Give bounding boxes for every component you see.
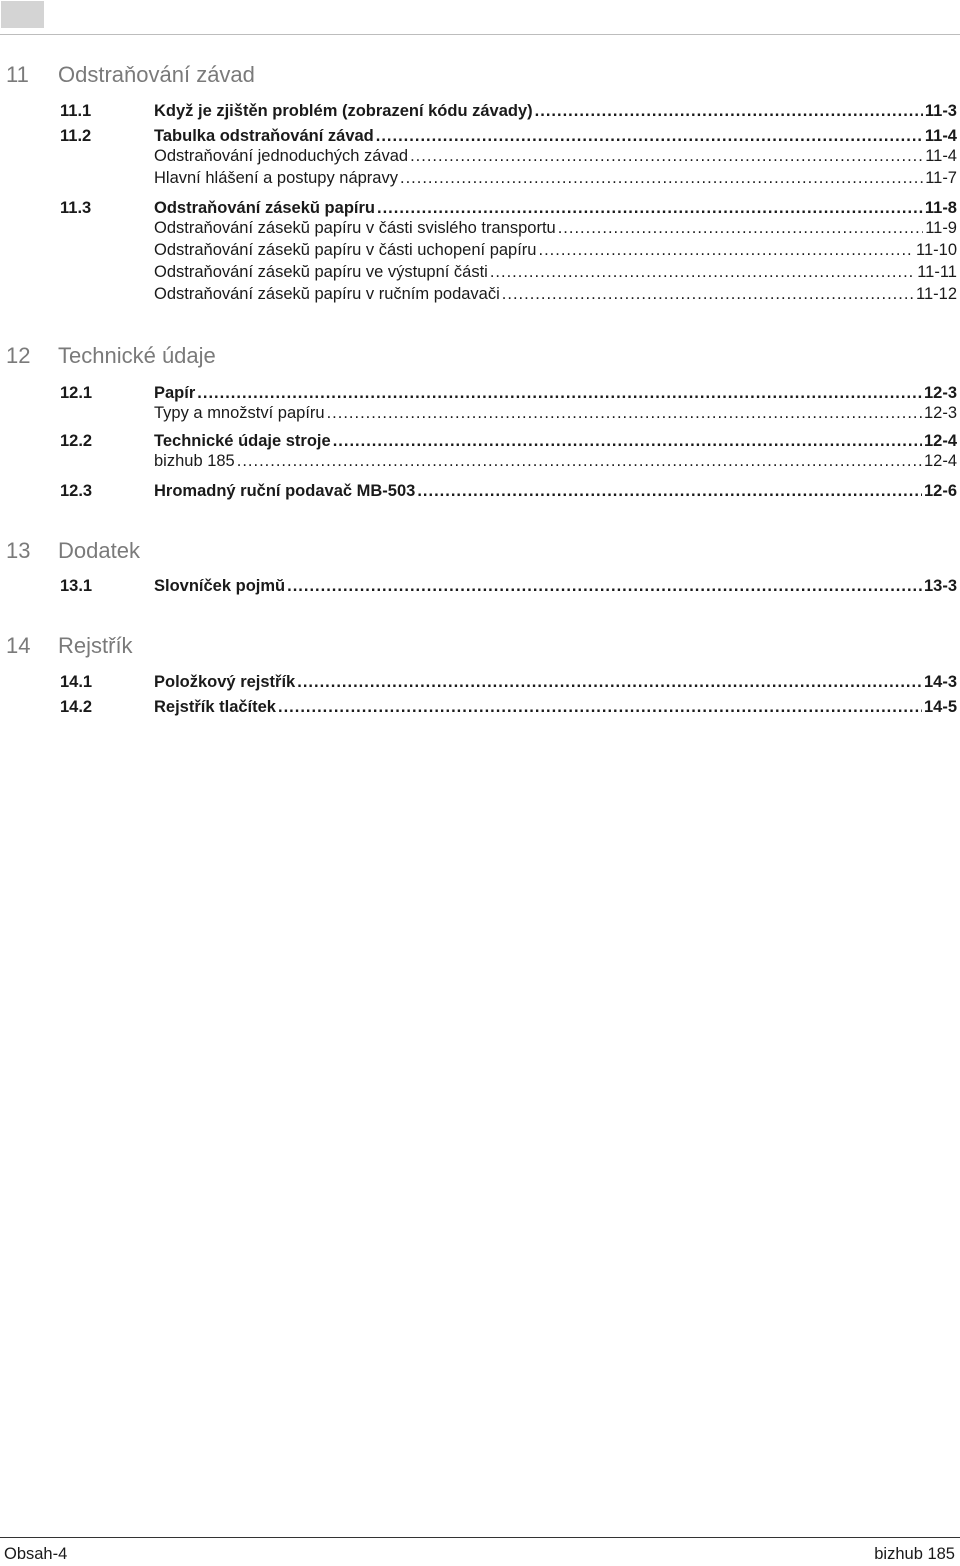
section-number: 11.1 [60,102,92,120]
chapter-number: 12 [6,343,31,368]
toc-entry[interactable] [0,480,960,502]
toc-entry[interactable] [0,217,960,239]
entry-title[interactable]: Rejstřík tlačítek [154,698,276,716]
toc-entry[interactable] [0,430,960,452]
entry-title[interactable]: Když je zjištěn problém (zobrazení kódu závady) [154,102,533,120]
chapter-number: 11 [6,62,29,87]
page-number[interactable]: 12-3 [923,384,957,402]
page-number[interactable]: 11-12 [916,285,957,303]
section-number: 12.3 [60,482,93,500]
page-number[interactable]: 12-6 [923,482,957,500]
page-number[interactable]: 11-11 [917,263,957,281]
corner-marker [1,1,44,28]
page-number[interactable]: 12-3 [923,404,957,422]
page-number[interactable]: 11-4 [925,147,957,165]
dot-leader [410,145,923,167]
section-number: 14.2 [60,698,93,716]
page-number[interactable]: 11-10 [916,241,957,259]
page-number[interactable]: 11-3 [924,102,957,120]
page-number[interactable]: 11-8 [924,199,957,217]
toc-entry[interactable] [0,125,960,147]
dot-leader [278,696,922,718]
toc-entry[interactable] [0,382,960,404]
toc-entry[interactable] [0,145,960,167]
footer-page-label: Obsah-4 [4,1545,68,1563]
dot-leader [376,125,923,147]
dot-leader [197,382,922,404]
toc-entry[interactable] [0,197,960,219]
dot-leader [237,450,922,472]
toc-entry[interactable] [0,261,960,283]
entry-title[interactable]: Položkový rejstřík [154,673,296,691]
entry-title[interactable]: Typy a množství papíru [154,404,325,422]
entry-title[interactable]: Odstraňování zásekŭ papíru v ručním podavači [154,285,500,303]
toc-entry[interactable] [0,283,960,305]
entry-title[interactable]: Slovníček pojmŭ [154,577,286,595]
entry-title[interactable]: bizhub 185 [154,452,235,470]
page-number[interactable]: 13-3 [923,577,957,595]
page-number[interactable]: 11-9 [925,219,957,237]
dot-leader [502,283,914,305]
section-number: 11.2 [60,127,92,145]
section-number: 11.3 [60,199,92,217]
entry-title[interactable]: Odstraňování jednoduchých závad [154,147,409,165]
entry-title[interactable]: Odstraňování zásekŭ papíru v části uchopení papíru [154,241,537,259]
dot-leader [400,167,923,189]
chapter-heading [0,538,960,568]
dot-leader [535,100,923,122]
chapter-title: Dodatek [58,538,140,563]
footer-divider [0,1537,960,1538]
entry-title[interactable]: Odstraňování zásekŭ papíru v části svislého transportu [154,219,556,237]
header-divider [0,34,960,35]
page-number[interactable]: 11-7 [925,169,957,187]
entry-title[interactable]: Odstraňování zásekŭ papíru [154,199,375,217]
dot-leader [327,402,922,424]
entry-title[interactable]: Tabulka odstraňování závad [154,127,374,145]
dot-leader [558,217,923,239]
entry-title[interactable]: Technické údaje stroje [154,432,331,450]
toc-entry[interactable] [0,402,960,424]
page-number[interactable]: 12-4 [923,432,957,450]
section-number: 13.1 [60,577,93,595]
chapter-heading [0,633,960,663]
dot-leader [333,430,922,452]
toc-entry[interactable] [0,575,960,597]
page-number[interactable]: 14-3 [923,673,957,691]
section-number: 12.2 [60,432,93,450]
toc-entry[interactable] [0,696,960,718]
entry-title[interactable]: Hlavní hlášení a postupy nápravy [154,169,398,187]
toc-entry[interactable] [0,239,960,261]
section-number: 12.1 [60,384,93,402]
dot-leader [417,480,922,502]
chapter-number: 13 [6,538,31,563]
page-number[interactable]: 11-4 [924,127,957,145]
toc-entry[interactable] [0,450,960,472]
dot-leader [377,197,923,219]
chapter-heading [0,62,960,92]
chapter-heading [0,343,960,373]
section-number: 14.1 [60,673,93,691]
footer-product-name: bizhub 185 [874,1545,955,1563]
entry-title[interactable]: Hromadný ruční podavač MB-503 [154,482,416,500]
toc-entry[interactable] [0,167,960,189]
dot-leader [538,239,914,261]
chapter-title: Odstraňování závad [58,62,255,87]
toc-entry[interactable] [0,100,960,122]
toc-entry[interactable] [0,671,960,693]
chapter-title: Technické údaje [58,343,216,368]
dot-leader [297,671,922,693]
entry-title[interactable]: Papír [154,384,196,402]
entry-title[interactable]: Odstraňování zásekŭ papíru ve výstupní části [154,263,488,281]
chapter-title: Rejstřík [58,633,133,658]
dot-leader [490,261,915,283]
dot-leader [287,575,922,597]
page-number[interactable]: 12-4 [923,452,957,470]
page-number[interactable]: 14-5 [923,698,957,716]
chapter-number: 14 [6,633,31,658]
